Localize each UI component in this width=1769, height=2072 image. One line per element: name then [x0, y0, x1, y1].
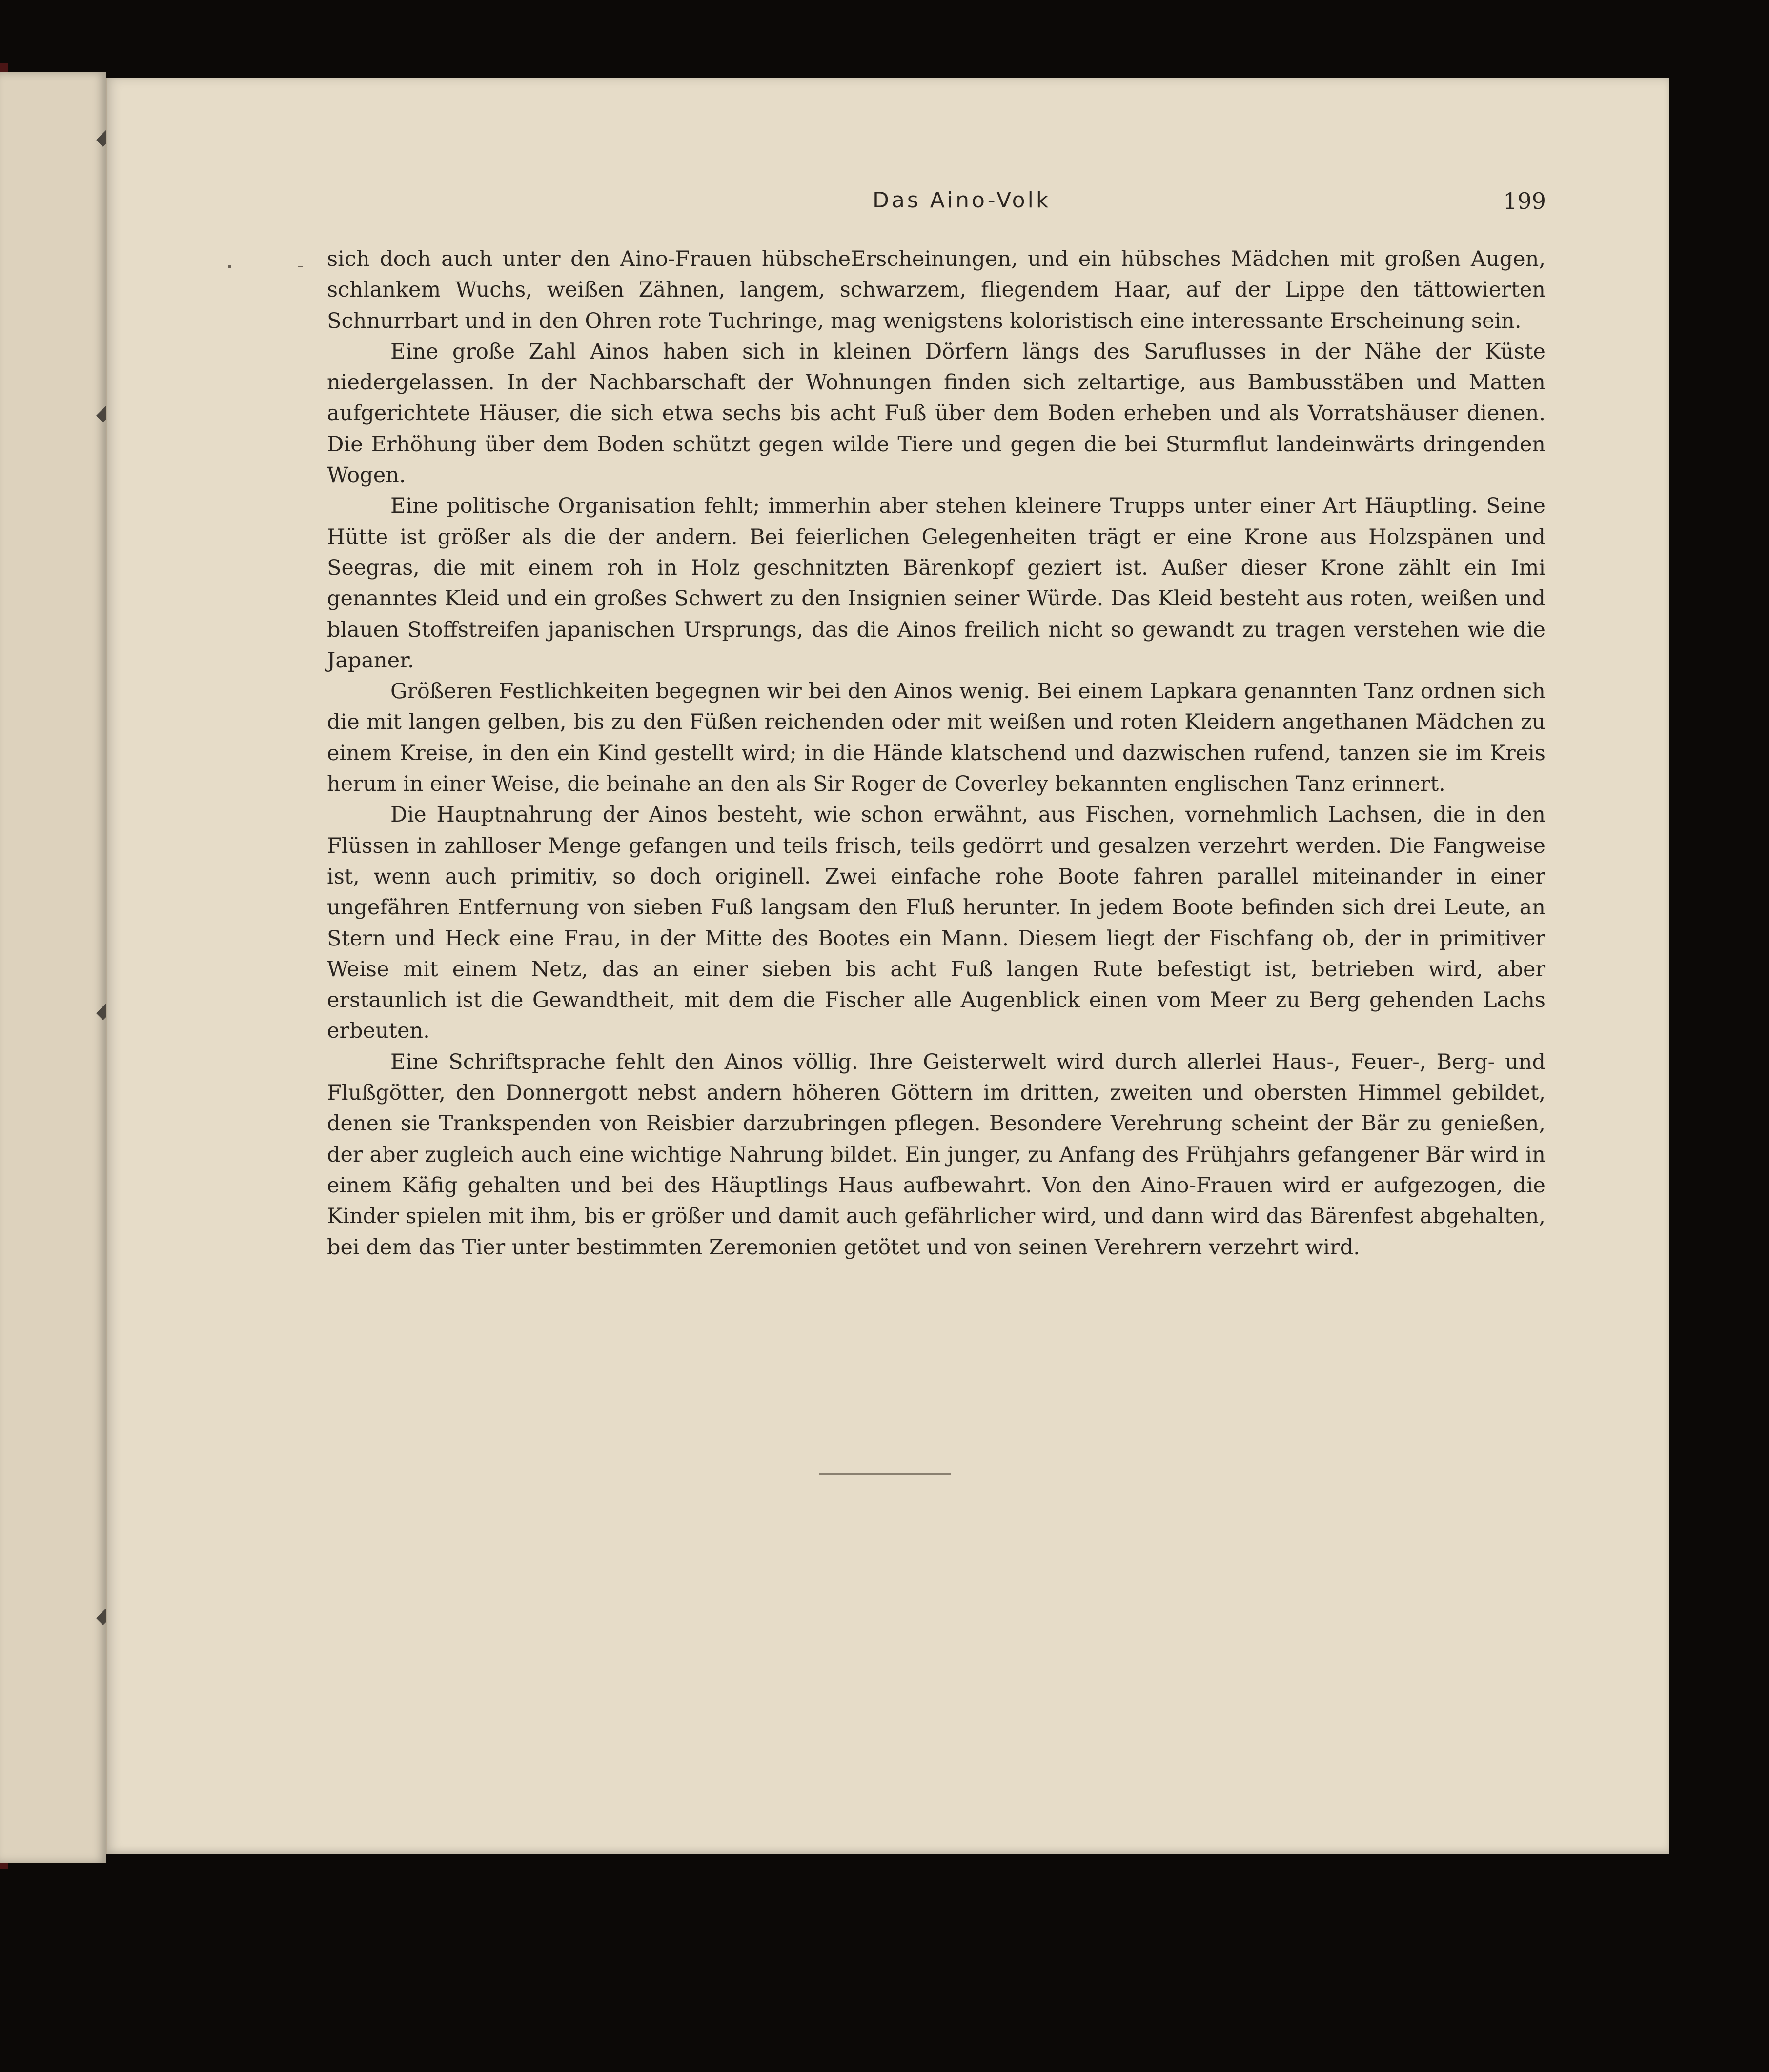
paragraph: Eine politische Organisation fehlt; immerhin aber stehen kleinere Trupps unter einer Art Häuptling. Seine Hütte ist größer als die der andern. Bei feierlichen Gelegenheiten trägt er eine Krone aus Holzspänen und Seegras, die mit einem roh in Holz geschnitzten Bärenkopf geziert ist. Außer dieser Krone zählt ein Imi genanntes Kleid und ein großes Schwert zu den Insignien seiner Würde. Das Kleid besteht aus roten, weißen und blauen Stoffstreifen japanischen Ursprungs, das die Ainos freilich nicht so gewandt zu tragen verstehen wie die Japaner.	[327, 494, 1545, 673]
body-text	[327, 244, 1545, 1263]
margin-mark	[228, 265, 231, 268]
paragraph: Die Hauptnahrung der Ainos besteht, wie schon erwähnt, aus Fischen, vornehmlich Lachsen, die in den Flüssen in zahlloser Menge gefangen und teils frisch, teils gedörrt und gesalzen verzehrt werden. Die Fangweise ist, wenn auch primitiv, so doch originell. Zwei einfache rohe Boote fahren parallel miteinander in einer ungefähren Entfernung von sieben Fuß langsam den Fluß herunter. In jedem Boote befinden sich drei Leute, an Stern und Heck eine Frau, in der Mitte des Bootes ein Mann. Diesem liegt der Fischfang ob, der in primitiver Weise mit einem Netz, das an einer sieben bis acht Fuß langen Rute befestigt ist, betrieben wird, aber erstaunlich ist die Gewandtheit, mit dem die Fischer alle Augenblick einen vom Meer zu Berg gehenden Lachs erbeuten.	[327, 803, 1545, 1044]
paragraph: Eine Schriftsprache fehlt den Ainos völlig. Ihre Geisterwelt wird durch allerlei Haus-, Feuer-, Berg- und Flußgötter, den Donnergott nebst andern höheren Göttern im dritten, zweiten und obersten Himmel gebildet, denen sie Trankspenden von Reisbier darzubringen pflegen. Besondere Verehrung scheint der Bär zu genießen, der aber zugleich auch eine wichtige Nahrung bildet. Ein junger, zu Anfang des Frühjahrs gefangener Bär wird in einem Käfig gehalten und bei des Häuptlings Haus aufbewahrt. Von den Aino-Frauen wird er aufgezogen, die Kinder spielen mit ihm, bis er größer und damit auch gefährlicher wird, und dann wird das Bärenfest abgehalten, bei dem das Tier unter bestimmten Zeremonien getötet und von seinen Verehrern verzehrt wird.	[327, 1049, 1545, 1260]
page-number: 199	[1503, 188, 1546, 214]
page-gutter	[106, 78, 107, 1854]
paragraph: Eine große Zahl Ainos haben sich in kleinen Dörfern längs des Saruflusses in der Nähe der Küste niedergelassen. In der Nachbarschaft der Wohnungen finden sich zeltartige, aus Bambusstäben und Matten aufgerichtete Häuser, die sich etwa sechs bis acht Fuß über dem Boden erheben und als Vorratshäuser dienen. Die Erhöhung über dem Boden schützt gegen wilde Tiere und gegen die bei Sturmflut landeinwärts dringenden Wogen.	[327, 339, 1545, 488]
book-page	[106, 78, 1669, 1854]
section-end-rule	[819, 1473, 951, 1475]
running-header-title: Das Aino-Volk	[873, 188, 1051, 213]
left-page-edge	[0, 72, 106, 1863]
margin-mark	[298, 266, 303, 267]
paragraph: sich doch auch unter den Aino-Frauen hübscheErscheinungen, und ein hübsches Mädchen mit großen Augen, schlankem Wuchs, weißen Zähnen, langem, schwarzem, fliegendem Haar, auf der Lippe den tättowierten Schnurrbart und in den Ohren rote Tuchringe, mag wenigstens koloristisch eine interessante Erscheinung sein.	[327, 247, 1545, 333]
paragraph: Größeren Festlichkeiten begegnen wir bei den Ainos wenig. Bei einem Lapkara genannten Tanz ordnen sich die mit langen gelben, bis zu den Füßen reichenden oder mit weißen und roten Kleidern angethanen Mädchen zu einem Kreise, in den ein Kind gestellt wird; in die Hände klatschend und dazwischen rufend, tanzen sie im Kreis herum in einer Weise, die beinahe an den als Sir Roger de Coverley bekannten englischen Tanz erinnert.	[327, 679, 1545, 797]
